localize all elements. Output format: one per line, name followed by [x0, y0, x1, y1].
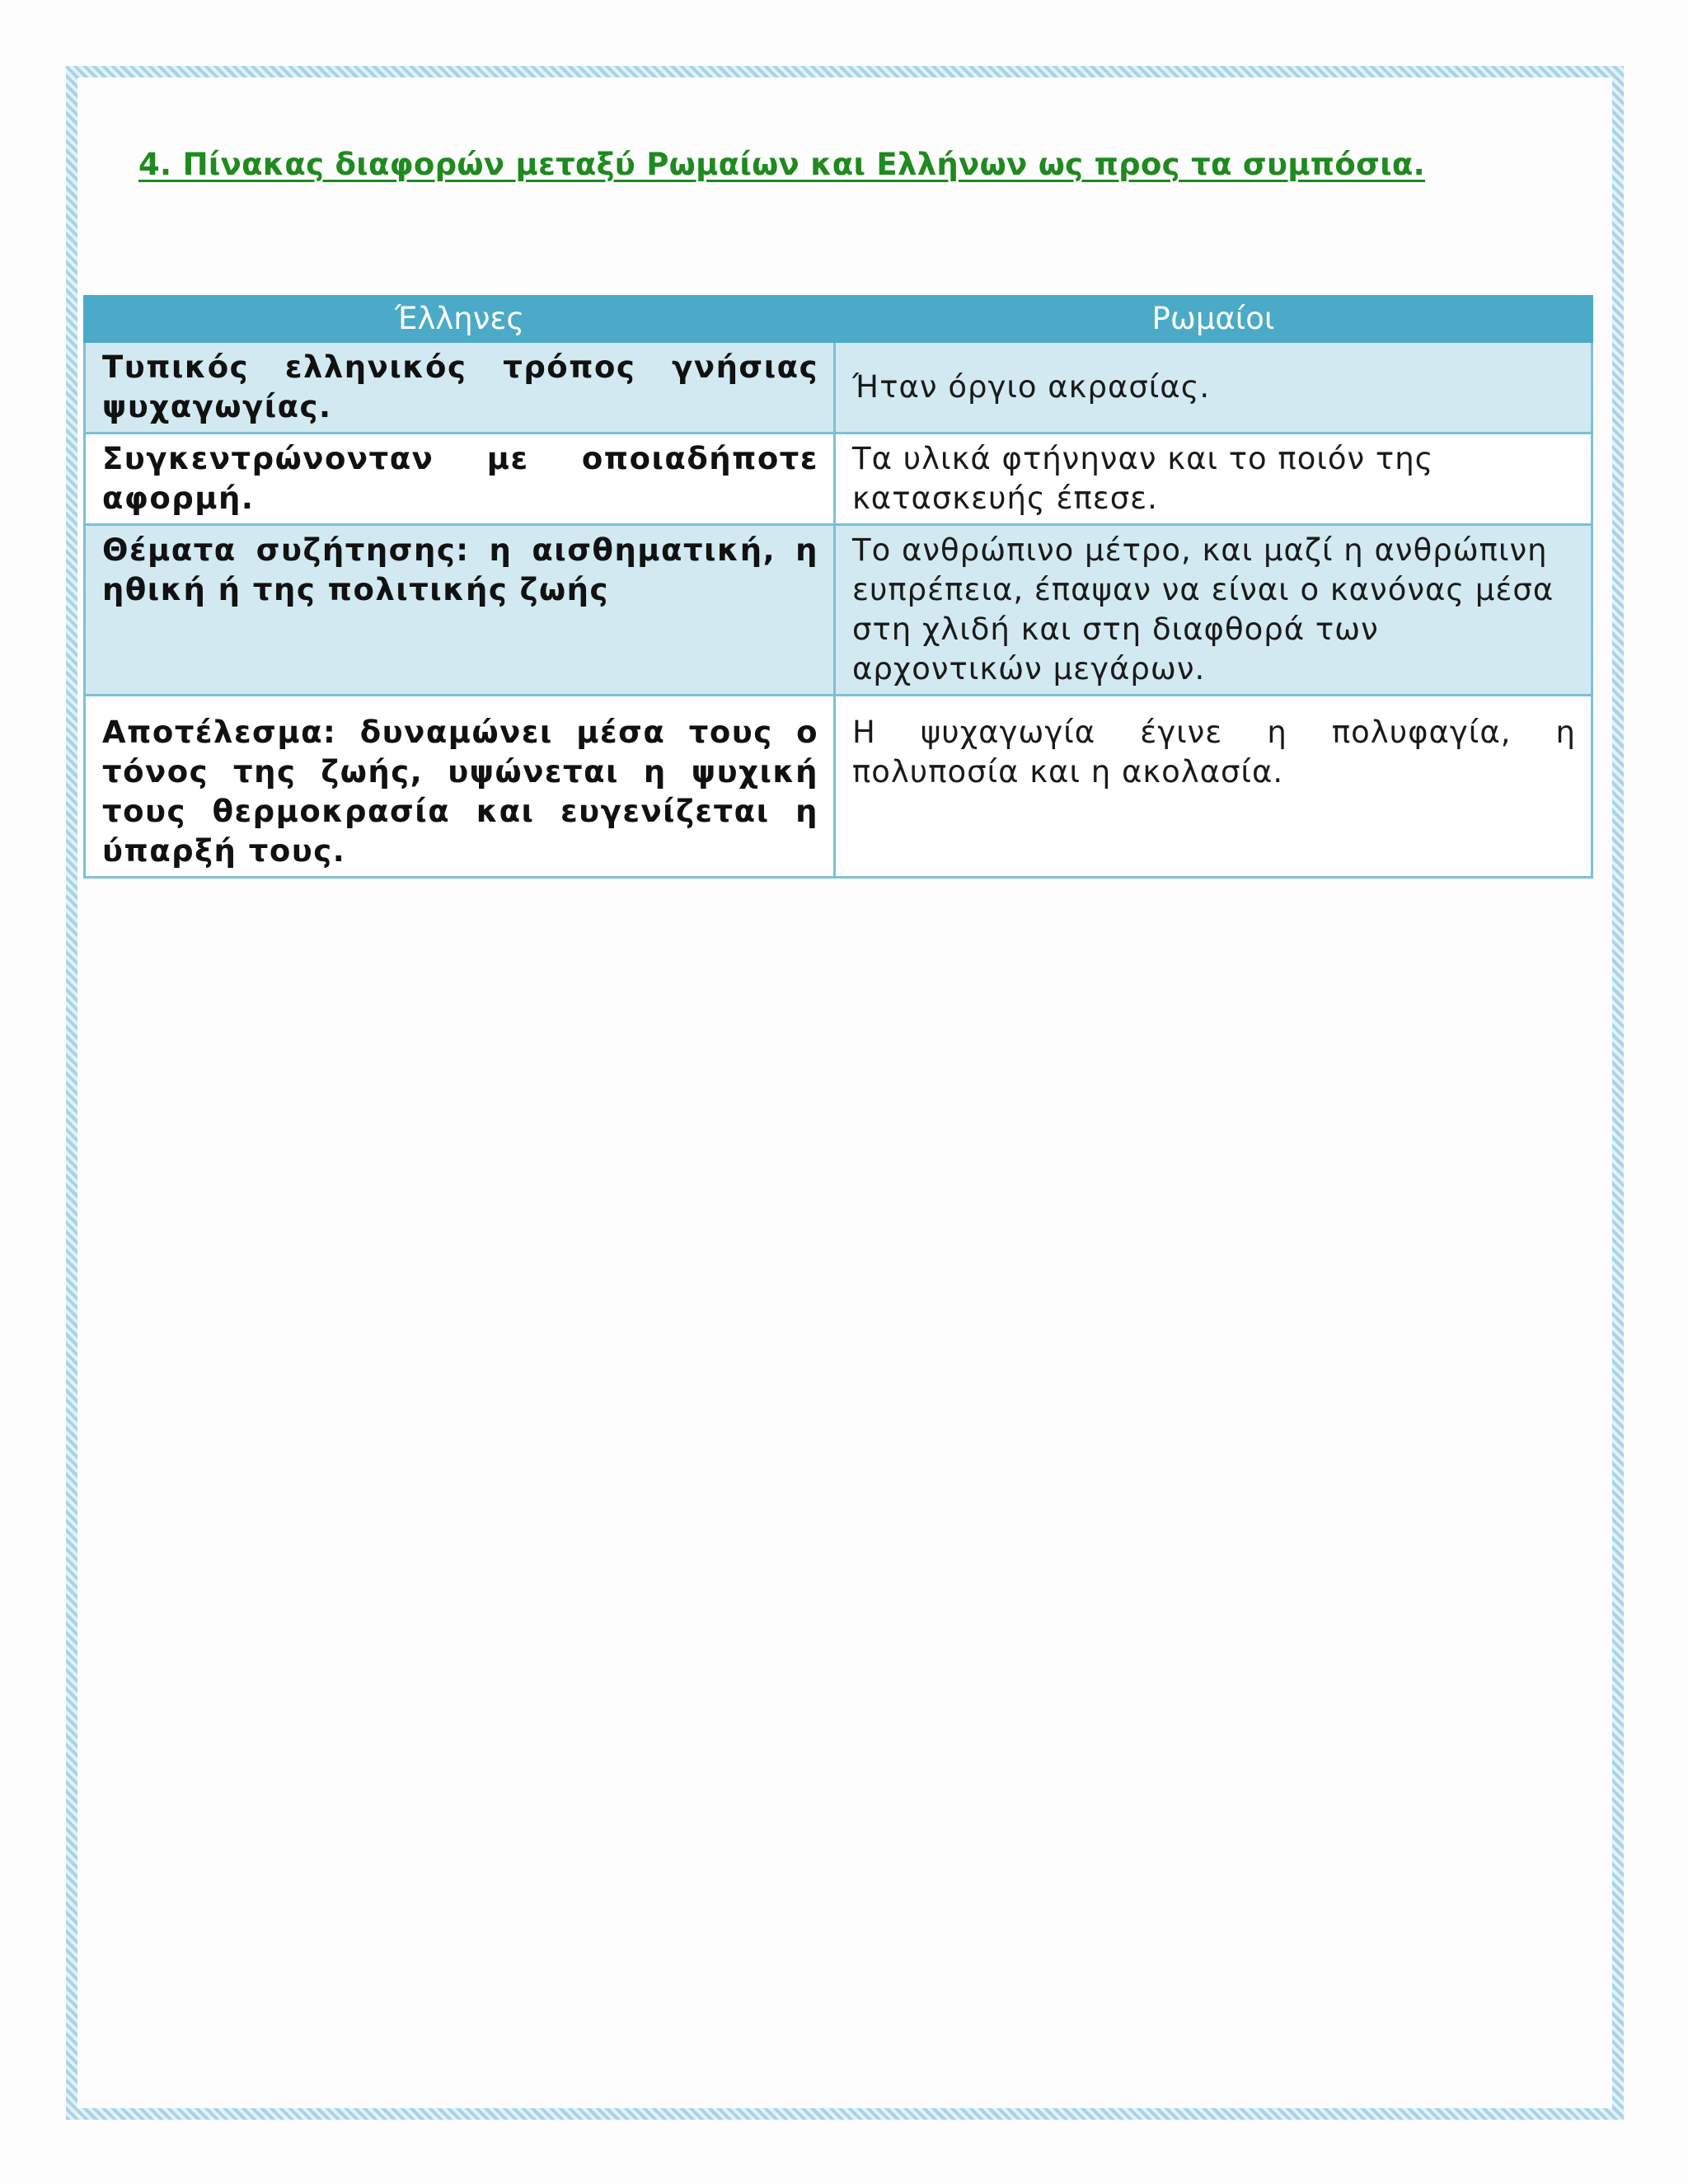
greek-cell: Θέματα συζήτησης: η αισθηματική, η ηθική ή της πολιτικής ζωής: [85, 525, 835, 696]
table-row: [85, 525, 1592, 696]
greek-cell: Συγκεντρώνονταν με οποιαδήποτε αφορμή.: [85, 434, 835, 525]
column-header-greeks: Έλληνες: [85, 297, 835, 342]
table-row: [85, 434, 1592, 525]
table-header-row: [85, 297, 1592, 342]
roman-cell: Η ψυχαγωγία έγινε η πολυφαγία, η πολυποσία και η ακολασία.: [835, 696, 1592, 878]
comparison-table: [83, 295, 1593, 879]
column-header-romans: Ρωμαίοι: [835, 297, 1592, 342]
document-title: 4. Πίνακας διαφορών μεταξύ Ρωμαίων και Ελλήνων ως προς τα συμπόσια.: [138, 147, 1426, 182]
roman-cell: Ήταν όργιο ακρασίας.: [835, 342, 1592, 434]
roman-cell: Τα υλικά φτήνηναν και το ποιόν της κατασκευής έπεσε.: [835, 434, 1592, 525]
greek-cell: Αποτέλεσμα: δυναμώνει μέσα τους ο τόνος της ζωής, υψώνεται η ψυχική τους θερμοκρασία και ευγενίζεται η ύπαρξή τους.: [85, 696, 835, 878]
table-row: [85, 696, 1592, 878]
roman-cell: Το ανθρώπινο μέτρο, και μαζί η ανθρώπινη ευπρέπεια, έπαψαν να είναι ο κανόνας μέσα στη χλιδή και στη διαφθορά των αρχοντικών μεγάρων.: [835, 525, 1592, 696]
table-row: [85, 342, 1592, 434]
greek-cell: Τυπικός ελληνικός τρόπος γνήσιας ψυχαγωγίας.: [85, 342, 835, 434]
